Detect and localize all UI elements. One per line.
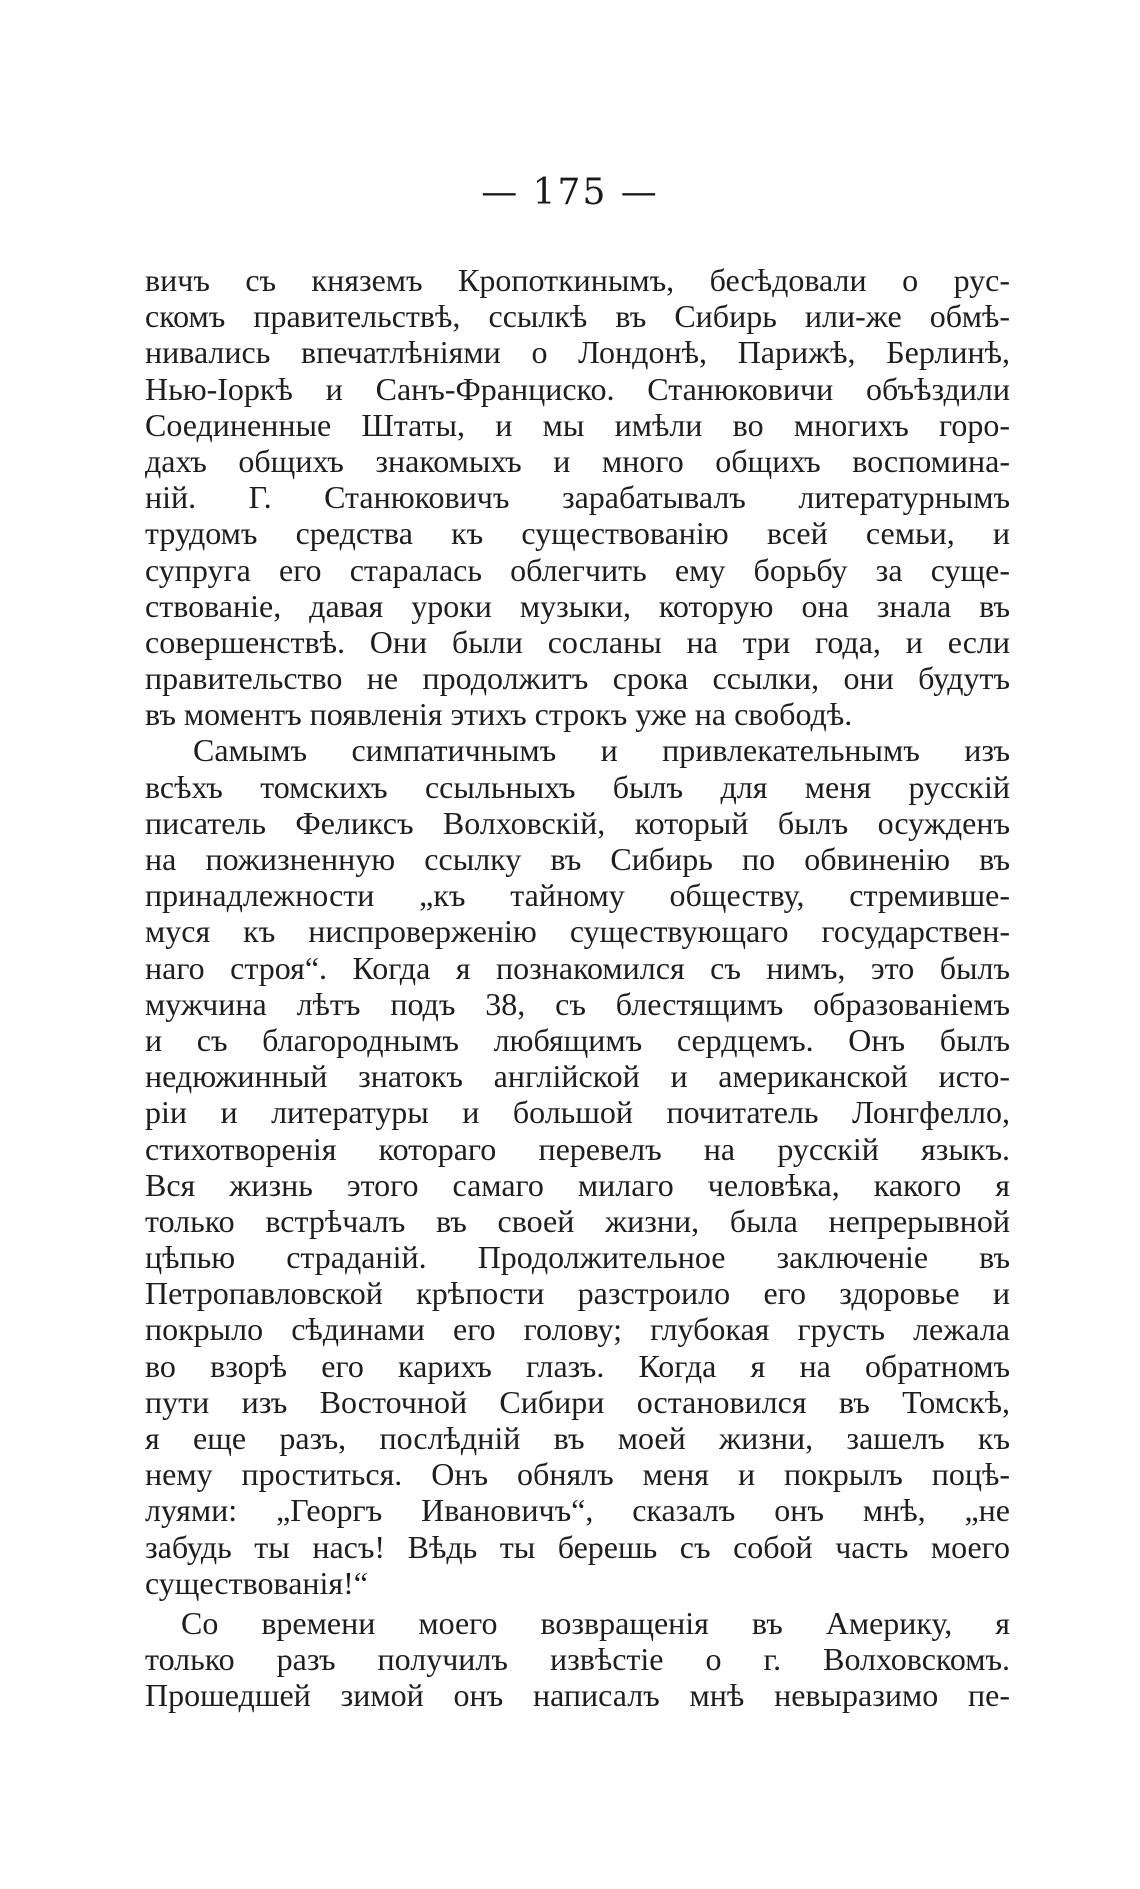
text-line: совершенствѣ. Они были сосланы на три года, и если xyxy=(145,623,1010,660)
text-line: покрыло сѣдинами его голову; глубокая грусть лежала xyxy=(145,1311,1010,1348)
body-text xyxy=(145,262,1010,1714)
text-line: и съ благороднымъ любящимъ сердцемъ. Онъ былъ xyxy=(145,1021,1010,1058)
text-line: нивались впечатлѣніями о Лондонѣ, Парижѣ, Берлинѣ, xyxy=(145,334,1010,371)
text-line: въ моментъ появленія этихъ строкъ уже на свободѣ. xyxy=(145,696,853,733)
text-line: на пожизненную ссылку въ Сибирь по обвиненію въ xyxy=(145,841,1010,877)
text-line: ствованіе, давая уроки музыки, которую она знала въ xyxy=(145,587,1010,624)
text-line: принадлежности „къ тайному обществу, стремивше- xyxy=(145,877,1010,914)
text-line: вичъ съ княземъ Кропоткинымъ, бесѣдовали о рус- xyxy=(145,262,1010,298)
text-line: существованія!“ xyxy=(145,1564,368,1601)
text-line: трудомъ средства къ существованію всей семьи, и xyxy=(145,515,1010,552)
text-line: ріи и литературы и большой почитатель Лонгфелло, xyxy=(145,1094,1010,1131)
text-line: пути изъ Восточной Сибири остановился въ Томскѣ, xyxy=(145,1383,1010,1420)
text-line: Петропавловской крѣпости разстроило его здоровье и xyxy=(145,1275,1010,1312)
text-line: я еще разъ, послѣдній въ моей жизни, зашелъ къ xyxy=(145,1420,1010,1456)
text-line: цѣпью страданій. Продолжительное заключеніе въ xyxy=(145,1239,1010,1276)
page-number: — 175 — xyxy=(481,172,659,213)
text-line: только разъ получилъ извѣстіе о г. Волховскомъ. xyxy=(145,1641,1010,1678)
text-line: писатель Феликсъ Волховскій, который былъ осужденъ xyxy=(145,804,1010,841)
paragraph xyxy=(145,1605,1010,1714)
text-line: ній. Г. Станюковичъ зарабатывалъ литературнымъ xyxy=(145,479,1010,516)
text-line: Нью-Іоркѣ и Санъ-Франциско. Станюковичи объѣздили xyxy=(145,370,1010,407)
text-line: скомъ правительствѣ, ссылкѣ въ Сибирь или-же обмѣ- xyxy=(145,298,1010,335)
text-line: правительство не продолжитъ срока ссылки, они будутъ xyxy=(145,660,1010,697)
text-line: во взорѣ его карихъ глазъ. Когда я на обратномъ xyxy=(145,1347,1010,1384)
text-line: дахъ общихъ знакомыхъ и много общихъ воспомина- xyxy=(145,442,1010,479)
text-line: забудь ты насъ! Вѣдь ты берешь съ собой часть моего xyxy=(145,1528,1010,1565)
text-line: Со времени моего возвращенія въ Америку, я xyxy=(181,1604,1010,1641)
text-line: мужчина лѣтъ подъ 38, съ блестящимъ образованіемъ xyxy=(145,985,1010,1022)
paragraph xyxy=(145,732,1010,1601)
text-line: муся къ ниспроверженію существующаго государствен- xyxy=(145,913,1010,950)
text-line: Соединенные Штаты, и мы имѣли во многихъ горо- xyxy=(145,406,1010,443)
text-line: супруга его старалась облегчить ему борьбу за суще- xyxy=(145,551,1010,588)
text-line: только встрѣчалъ въ своей жизни, была непрерывной xyxy=(145,1202,1010,1239)
paragraph xyxy=(145,262,1010,732)
text-line: Вся жизнь этого самаго милаго человѣка, какого я xyxy=(145,1166,1010,1203)
text-line: недюжинный знатокъ англійской и американской исто- xyxy=(145,1058,1010,1095)
text-line: нему проститься. Онъ обнялъ меня и покрылъ поцѣ- xyxy=(145,1456,1010,1493)
text-line: луями: „Георгъ Ивановичъ“, сказалъ онъ мнѣ, „не xyxy=(145,1492,1010,1529)
text-line: стихотворенія котораго перевелъ на русскій языкъ. xyxy=(145,1130,1010,1167)
text-line: всѣхъ томскихъ ссыльныхъ былъ для меня русскій xyxy=(145,768,1010,805)
text-line: Самымъ симпатичнымъ и привлекательнымъ изъ xyxy=(193,732,1010,769)
text-line: наго строя“. Когда я познакомился съ нимъ, это былъ xyxy=(145,949,1010,986)
text-line: Прошедшей зимой онъ написалъ мнѣ невыразимо пе- xyxy=(145,1677,1010,1714)
